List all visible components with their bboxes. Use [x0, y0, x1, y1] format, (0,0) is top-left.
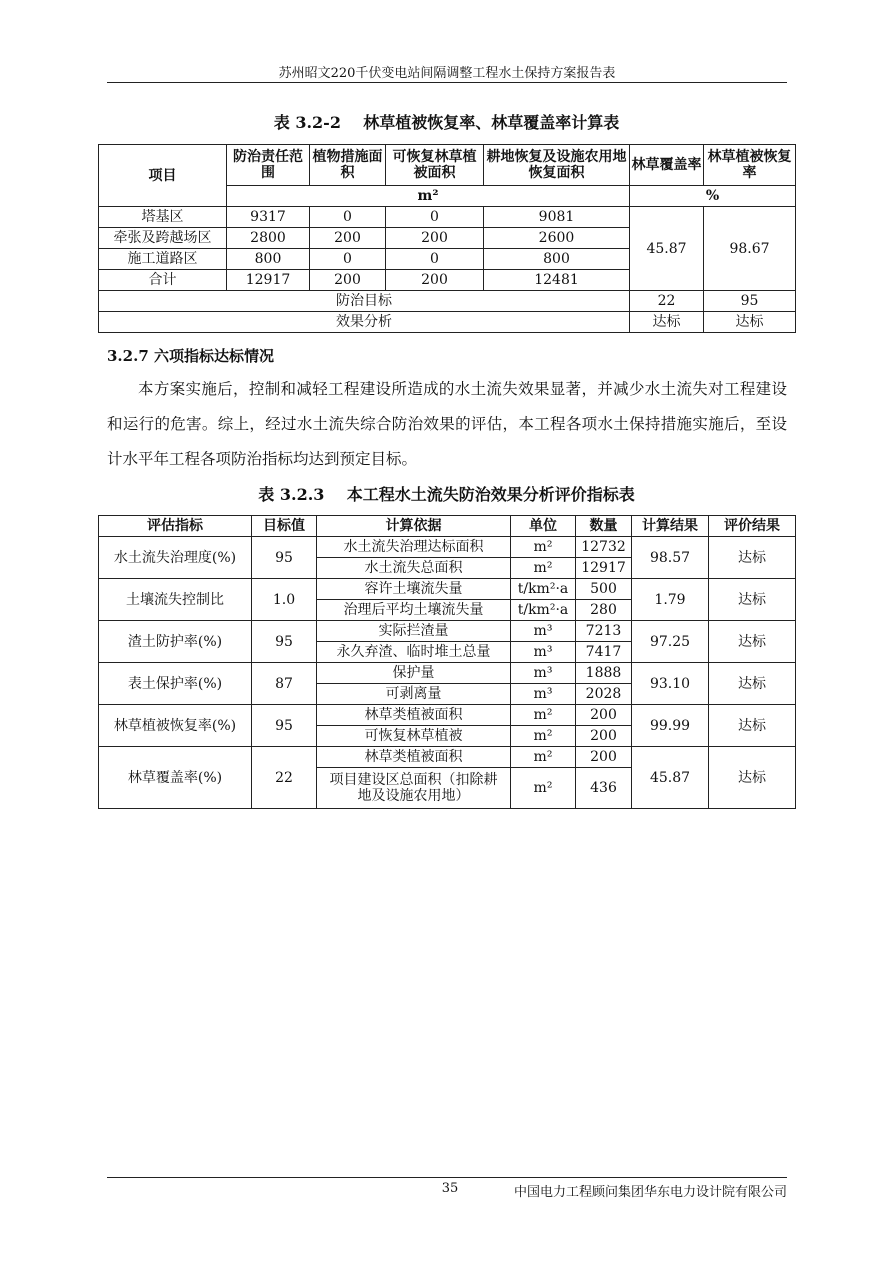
target-coverage: 22: [630, 291, 704, 312]
row-name: 施工道路区: [99, 249, 227, 270]
basis: 可剥离量: [317, 684, 511, 705]
cell-scope: 12917: [227, 270, 310, 291]
basis: 项目建设区总面积（扣除耕地及设施农用地）: [317, 768, 511, 809]
cell-restorable: 200: [386, 270, 484, 291]
cell-restorable: 0: [386, 249, 484, 270]
unit: m²: [511, 705, 576, 726]
running-header: 苏州昭文220千伏变电站间隔调整工程水土保持方案报告表: [278, 66, 616, 81]
cell-plant: 0: [310, 249, 386, 270]
basis: 水土流失总面积: [317, 558, 511, 579]
cell-farmland: 9081: [484, 207, 630, 228]
quantity: 2028: [576, 684, 632, 705]
cell-plant: 0: [310, 207, 386, 228]
effect-recovery: 达标: [704, 312, 796, 333]
quantity: 7213: [576, 621, 632, 642]
row-name: 塔基区: [99, 207, 227, 228]
table-row: [99, 291, 796, 312]
table1-unit-pct: %: [630, 186, 796, 207]
table1-header-project: 项目: [99, 145, 227, 207]
indicator-target: 95: [252, 705, 317, 747]
indicator-name: 水土流失治理度(%): [99, 537, 252, 579]
unit: m²: [511, 726, 576, 747]
eval-result: 达标: [709, 621, 796, 663]
table2-header-basis: 计算依据: [317, 516, 511, 537]
table-row: [99, 537, 796, 558]
table-row: [99, 663, 796, 684]
quantity: 500: [576, 579, 632, 600]
row-name: 合计: [99, 270, 227, 291]
basis: 实际拦渣量: [317, 621, 511, 642]
table1-header-restorable-area: 可恢复林草植被面积: [386, 145, 484, 186]
calc-result: 93.10: [632, 663, 709, 705]
indicator-name: 渣土防护率(%): [99, 621, 252, 663]
quantity: 200: [576, 726, 632, 747]
table-row: [99, 207, 796, 228]
indicator-name: 林草植被恢复率(%): [99, 705, 252, 747]
calc-result: 99.99: [632, 705, 709, 747]
indicator-target: 1.0: [252, 579, 317, 621]
basis: 可恢复林草植被: [317, 726, 511, 747]
table2-header-unit: 单位: [511, 516, 576, 537]
cell-farmland: 2600: [484, 228, 630, 249]
quantity: 200: [576, 747, 632, 768]
recovery-value: 98.67: [704, 207, 796, 291]
eval-result: 达标: [709, 747, 796, 809]
table1-header-plant-area: 植物措施面积: [310, 145, 386, 186]
paragraph-text: 本方案实施后，控制和减轻工程建设所造成的水土流失效果显著，并减少水土流失对工程建设和运行的危害。综上，经过水土流失综合防治效果的评估，本工程各项水土保持措施实施后，至设计水平年工程各项防治指标均达到预定目标。: [107, 380, 787, 468]
quantity: 7417: [576, 642, 632, 663]
quantity: 280: [576, 600, 632, 621]
cell-farmland: 12481: [484, 270, 630, 291]
unit: m³: [511, 642, 576, 663]
basis: 容许土壤流失量: [317, 579, 511, 600]
row-name: 牵张及跨越场区: [99, 228, 227, 249]
company-name: 中国电力工程顾问集团华东电力设计院有限公司: [513, 1185, 787, 1200]
basis: 林草类植被面积: [317, 705, 511, 726]
unit: t/km²·a: [511, 600, 576, 621]
table1-header-recovery: 林草植被恢复率: [704, 145, 796, 186]
calc-result: 1.79: [632, 579, 709, 621]
quantity: 12732: [576, 537, 632, 558]
table1-header-farmland-area: 耕地恢复及设施农用地恢复面积: [484, 145, 630, 186]
table2-caption: 表 3.2.3 本工程水土流失防治效果分析评价指标表: [258, 485, 635, 504]
indicator-target: 22: [252, 747, 317, 809]
eval-result: 达标: [709, 579, 796, 621]
eval-result: 达标: [709, 663, 796, 705]
indicator-name: 林草覆盖率(%): [99, 747, 252, 809]
table2-header-result: 计算结果: [632, 516, 709, 537]
cell-plant: 200: [310, 270, 386, 291]
calc-result: 45.87: [632, 747, 709, 809]
table-row: [99, 579, 796, 600]
cell-restorable: 0: [386, 207, 484, 228]
cell-scope: 2800: [227, 228, 310, 249]
header-rule: [107, 82, 787, 83]
prevention-effect-table: [98, 515, 796, 809]
unit: m²: [511, 558, 576, 579]
table1-header-scope: 防治责任范围: [227, 145, 310, 186]
table-row: [99, 621, 796, 642]
basis: 永久弃渣、临时堆土总量: [317, 642, 511, 663]
basis: 保护量: [317, 663, 511, 684]
quantity: 12917: [576, 558, 632, 579]
cell-scope: 800: [227, 249, 310, 270]
coverage-value: 45.87: [630, 207, 704, 291]
indicator-name: 表土保护率(%): [99, 663, 252, 705]
indicator-target: 95: [252, 537, 317, 579]
indicator-name: 土壤流失控制比: [99, 579, 252, 621]
vegetation-rate-table: [98, 144, 796, 333]
effect-label: 效果分析: [99, 312, 630, 333]
eval-result: 达标: [709, 537, 796, 579]
section-heading: 3.2.7 六项指标达标情况: [107, 347, 274, 365]
table2-header-evaluation: 评价结果: [709, 516, 796, 537]
table-row: [99, 312, 796, 333]
unit: m³: [511, 684, 576, 705]
cell-farmland: 800: [484, 249, 630, 270]
unit: t/km²·a: [511, 579, 576, 600]
table1-unit-area: m²: [227, 186, 630, 207]
unit: m²: [511, 768, 576, 809]
table2-header-indicator: 评估指标: [99, 516, 252, 537]
table-row: [99, 705, 796, 726]
page-number: 35: [441, 1181, 459, 1196]
section-paragraph: [107, 372, 787, 477]
table-row: [99, 747, 796, 768]
basis: 林草类植被面积: [317, 747, 511, 768]
footer-rule: [107, 1177, 787, 1178]
cell-scope: 9317: [227, 207, 310, 228]
quantity: 200: [576, 705, 632, 726]
eval-result: 达标: [709, 705, 796, 747]
unit: m²: [511, 747, 576, 768]
calc-result: 97.25: [632, 621, 709, 663]
calc-result: 98.57: [632, 537, 709, 579]
unit: m²: [511, 537, 576, 558]
target-recovery: 95: [704, 291, 796, 312]
cell-restorable: 200: [386, 228, 484, 249]
unit: m³: [511, 621, 576, 642]
indicator-target: 95: [252, 621, 317, 663]
basis: 治理后平均土壤流失量: [317, 600, 511, 621]
table2-header-target: 目标值: [252, 516, 317, 537]
effect-coverage: 达标: [630, 312, 704, 333]
unit: m³: [511, 663, 576, 684]
indicator-target: 87: [252, 663, 317, 705]
basis: 水土流失治理达标面积: [317, 537, 511, 558]
quantity: 436: [576, 768, 632, 809]
table1-caption: 表 3.2-2 林草植被恢复率、林草覆盖率计算表: [273, 113, 620, 132]
table2-header-quantity: 数量: [576, 516, 632, 537]
table1-header-coverage: 林草覆盖率: [630, 145, 704, 186]
target-label: 防治目标: [99, 291, 630, 312]
quantity: 1888: [576, 663, 632, 684]
cell-plant: 200: [310, 228, 386, 249]
